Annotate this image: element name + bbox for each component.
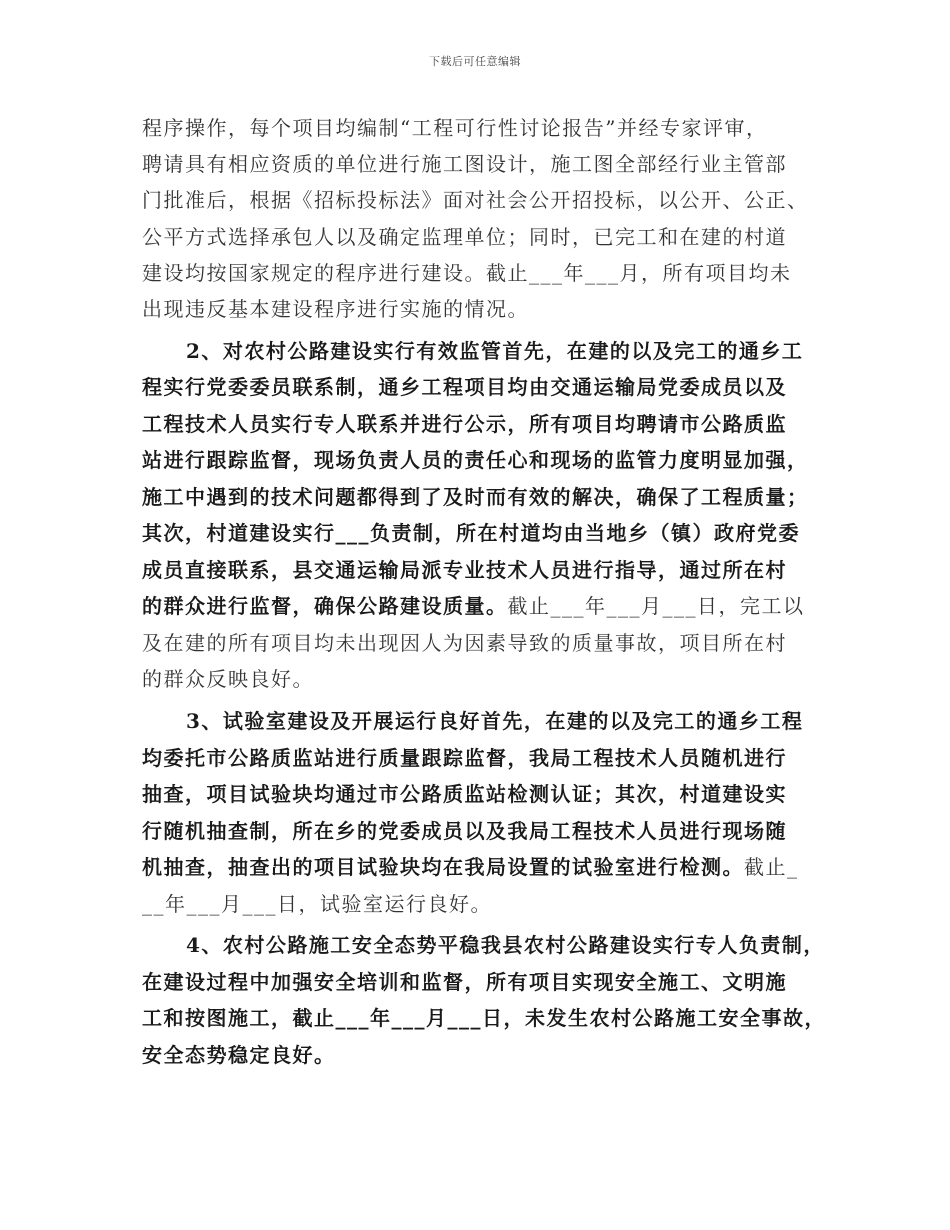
text-line: 其次，村道建设实行___负责制，所在村道均由当地乡（镇）政府党委 (142, 521, 800, 545)
text-line: 行随机抽查制，所在乡的党委成员以及我局工程技术人员进行现场随 (142, 819, 787, 843)
text-line: 聘请具有相应资质的单位进行施工图设计，施工图全部经行业主管部 (142, 152, 787, 176)
text-line: 的群众反映良好。 (142, 667, 314, 691)
bold-segment: 的群众进行监督，确保公路建设质量。 (142, 594, 508, 618)
text-line: 门批准后，根据《招标投标法》面对社会公开招投标，以公开、公正、 (142, 188, 809, 212)
text-line: 程实行党委委员联系制，通乡工程项目均由交通运输局党委成员以及 (142, 375, 787, 399)
text-line: 站进行跟踪监督，现场负责人员的责任心和现场的监管力度明显加强， (142, 448, 809, 472)
text-line: 均委托市公路质监站进行质量跟踪监督，我局工程技术人员随机进行 (142, 746, 787, 770)
bold-segment: 机抽查，抽查出的项目试验块均在我局设置的试验室进行检测。 (142, 855, 744, 879)
section-4-heading-line: 4、农村公路施工安全态势平稳我县农村公路建设实行专人负责制， (186, 933, 825, 957)
text-line: __年___月___日，试验室运行良好。 (142, 892, 492, 916)
text-line-mixed (142, 853, 799, 881)
bold-segment: 安全态势稳定良好。 (142, 1043, 336, 1067)
text-line: 成员直接联系，县交通运输局派专业技术人员进行指导，通过所在村 (142, 558, 787, 582)
normal-segment: 截止___年___月___日，完工以 (507, 594, 805, 618)
text-line: 建设均按国家规定的程序进行建设。截止___年___月，所有项目均未 (142, 261, 792, 285)
text-line: 程序操作，每个项目均编制“工程可行性讨论报告”并经专家评审， (142, 116, 768, 140)
text-line: 工程技术人员实行专人联系并进行公示，所有项目均聘请市公路质监 (142, 412, 787, 436)
text-line: 工和按图施工，截止___年___月___日，未发生农村公路施工安全事故， (142, 1006, 826, 1030)
text-line: 在建设过程中加强安全培训和监督，所有项目实现安全施工、文明施 (142, 970, 787, 994)
section-3-heading-line: 3、试验室建设及开展运行良好首先，在建的以及完工的通乡工程 (186, 709, 804, 733)
text-line-mixed (142, 1041, 336, 1069)
text-line: 及在建的所有项目均未出现因人为因素导致的质量事故，项目所在村 (142, 631, 787, 655)
normal-segment: 截止_ (744, 855, 799, 879)
text-line: 施工中遇到的技术问题都得到了及时而有效的解决，确保了工程质量； (142, 485, 809, 509)
text-line-mixed (142, 592, 805, 620)
text-line: 公平方式选择承包人以及确定监理单位；同时，已完工和在建的村道 (142, 225, 787, 249)
page-header: 下载后可任意编辑 (429, 55, 521, 68)
text-line: 出现违反基本建设程序进行实施的情况。 (142, 297, 529, 321)
section-2-heading-line: 2、对农村公路建设实行有效监管首先，在建的以及完工的通乡工 (186, 339, 804, 363)
text-line: 抽查，项目试验块均通过市公路质监站检测认证；其次，村道建设实 (142, 782, 787, 806)
